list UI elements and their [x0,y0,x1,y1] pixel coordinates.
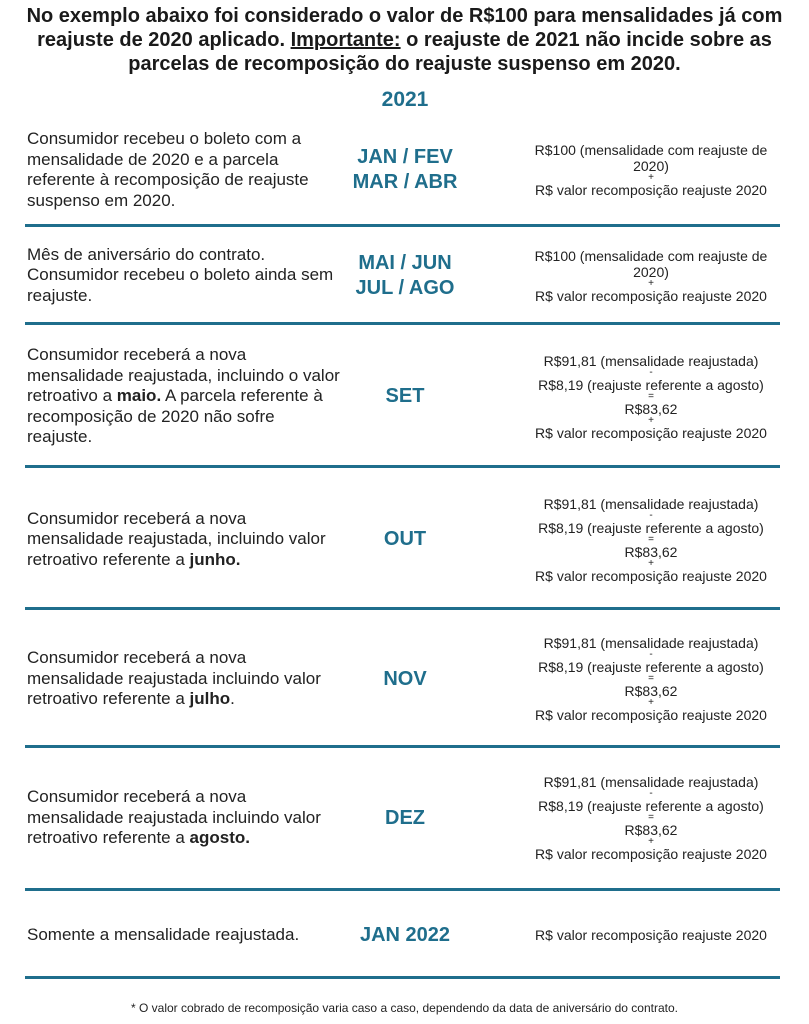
divider [25,976,780,979]
row-set [25,328,780,465]
year-heading: 2021 [381,88,429,111]
row-dez [25,751,780,885]
row-description: Consumidor receberá a nova mensalidade reajustada incluindo valor retroativo referente a agosto. [27,787,321,848]
row-description: Consumidor receberá a nova mensalidade reajustada, incluindo o valor retroativo a maio. A parcela referente à recomposição de 2020 não sofre reajuste. [27,345,340,447]
row-calculation: R$91,81 (mensalidade reajustada) - R$8,19 (reajuste referente a agosto) = R$83,62 + R$ valor recomposição reajuste 2020 [535,774,767,862]
row-calculation: R$91,81 (mensalidade reajustada) - R$8,19 (reajuste referente a agosto) = R$83,62 + R$ valor recomposição reajuste 2020 [535,352,767,441]
row-calculation: R$100 (mensalidade com reajuste de 2020) + R$ valor recomposição reajuste 2020 [534,247,768,304]
divider [25,322,780,325]
divider [25,607,780,610]
divider [25,224,780,227]
row-month: DEZ [385,806,425,829]
row-nov [25,613,780,745]
intro-line-1: No exemplo abaixo foi considerado o valor de R$100 para mensalidades já com [26,5,783,27]
footnote: * O valor cobrado de recomposição varia caso a caso, dependendo da data de aniversário do contrato. [130,1001,678,1015]
divider [25,888,780,891]
intro-line-3: parcelas de recomposição do reajuste suspenso em 2020. [128,53,681,75]
row-month: JAN / FEV MAR / ABR [352,146,458,193]
row-description: Consumidor receberá a nova mensalidade reajustada incluindo valor retroativo referente a julho. [27,648,321,709]
row-description: Consumidor receberá a nova mensalidade reajustada, incluindo valor retroativo referente a junho. [27,508,326,569]
row-calculation: R$91,81 (mensalidade reajustada) - R$8,19 (reajuste referente a agosto) = R$83,62 + R$ valor recomposição reajuste 2020 [535,635,767,723]
row-out [25,471,780,608]
row-calculation: R$100 (mensalidade com reajuste de 2020) + R$ valor recomposição reajuste 2020 [534,142,768,198]
row-month: NOV [383,667,427,690]
intro-header [0,4,809,76]
row-jan-2022 [25,894,780,976]
row-calculation: R$91,81 (mensalidade reajustada) - R$8,19 (reajuste referente a agosto) = R$83,62 + R$ valor recomposição reajuste 2020 [535,495,767,584]
important-label: Importante: [290,29,401,51]
row-month: MAI / JUN JUL / AGO [355,251,455,299]
row-jan-abr [25,118,780,222]
row-mai-ago [25,229,780,322]
intro-line-2-pre: reajuste de 2020 aplicado. [37,29,291,51]
row-description: Somente a mensalidade reajustada. [27,924,300,944]
divider [25,745,780,748]
divider [25,465,780,468]
row-description: Consumidor recebeu o boleto com a mensalidade de 2020 e a parcela referente à recomposição de reajuste suspenso em 2020. [27,129,309,210]
row-calculation: R$ valor recomposição reajuste 2020 [535,927,767,943]
row-month: SET [385,385,425,407]
intro-line-2-post: o reajuste de 2021 não incide sobre as [400,29,772,51]
intro-line-2 [0,28,809,52]
row-month: OUT [383,528,427,550]
row-month: JAN 2022 [359,923,451,946]
row-description: Mês de aniversário do contrato. Consumidor recebeu o boleto ainda sem reajuste. [27,244,334,305]
